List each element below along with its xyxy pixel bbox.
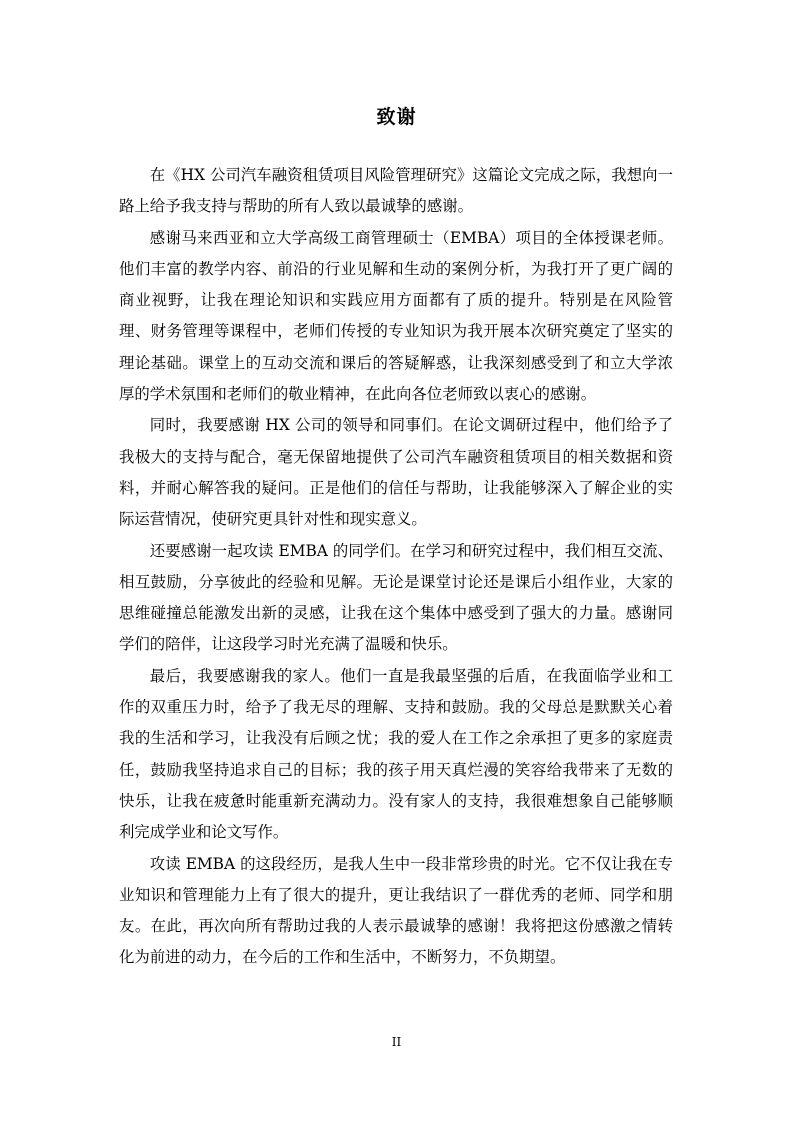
page-number: II	[391, 1035, 402, 1049]
paragraph-family: 最后，我要感谢我的家人。他们一直是我最坚强的后盾，在我面临学业和工作的双重压力时，给予了我无尽的理解、支持和鼓励。我的父母总是默默关心着我的生活和学习，让我没有后顾之忧；我的爱人在工作之余承担了更多的家庭责任，鼓励我坚持追求自己的目标；我的孩子用天真烂漫的笑容给我带来了无数的快乐，让我在疲惫时能重新充满动力。没有家人的支持，我很难想象自己能够顺利完成学业和论文写作。	[119, 666, 673, 842]
paragraph-opening: 在《HX 公司汽车融资租赁项目风险管理研究》这篇论文完成之际，我想向一路上给予我支持与帮助的所有人致以最诚挚的感谢。	[119, 166, 673, 216]
paragraph-closing: 攻读 EMBA 的这段经历，是我人生中一段非常珍贵的时光。它不仅让我在专业知识和管理能力上有了很大的提升，更让我结识了一群优秀的老师、同学和朋友。在此，再次向所有帮助过我的人表示最诚挚的感谢！我将把这份感激之情转化为前进的动力，在今后的工作和生活中，不断努力，不负期望。	[119, 854, 673, 967]
acknowledgement-body	[119, 160, 673, 974]
paragraph-classmates: 还要感谢一起攻读 EMBA 的同学们。在学习和研究过程中，我们相互交流、相互鼓励，分享彼此的经验和见解。无论是课堂讨论还是课后小组作业，大家的思维碰撞总能激发出新的灵感，让我在这个集体中感受到了强大的力量。感谢同学们的陪伴，让这段学习时光充满了温暖和快乐。	[119, 541, 673, 654]
paragraph-teachers: 感谢马来西亚和立大学高级工商管理硕士（EMBA）项目的全体授课老师。他们丰富的教学内容、前沿的行业见解和生动的案例分析，为我打开了更广阔的商业视野，让我在理论知识和实践应用方面都有了质的提升。特别是在风险管理、财务管理等课程中，老师们传授的专业知识为我开展本次研究奠定了坚实的理论基础。课堂上的互动交流和课后的答疑解惑，让我深刻感受到了和立大学浓厚的学术氛围和老师们的敬业精神，在此向各位老师致以衷心的感谢。	[119, 228, 673, 404]
page-title: 致谢	[376, 106, 417, 128]
paragraph-colleagues: 同时，我要感谢 HX 公司的领导和同事们。在论文调研过程中，他们给予了我极大的支持与配合，毫无保留地提供了公司汽车融资租赁项目的相关数据和资料，并耐心解答我的疑问。正是他们的信任与帮助，让我能够深入了解企业的实际运营情况，使研究更具针对性和现实意义。	[119, 416, 673, 529]
